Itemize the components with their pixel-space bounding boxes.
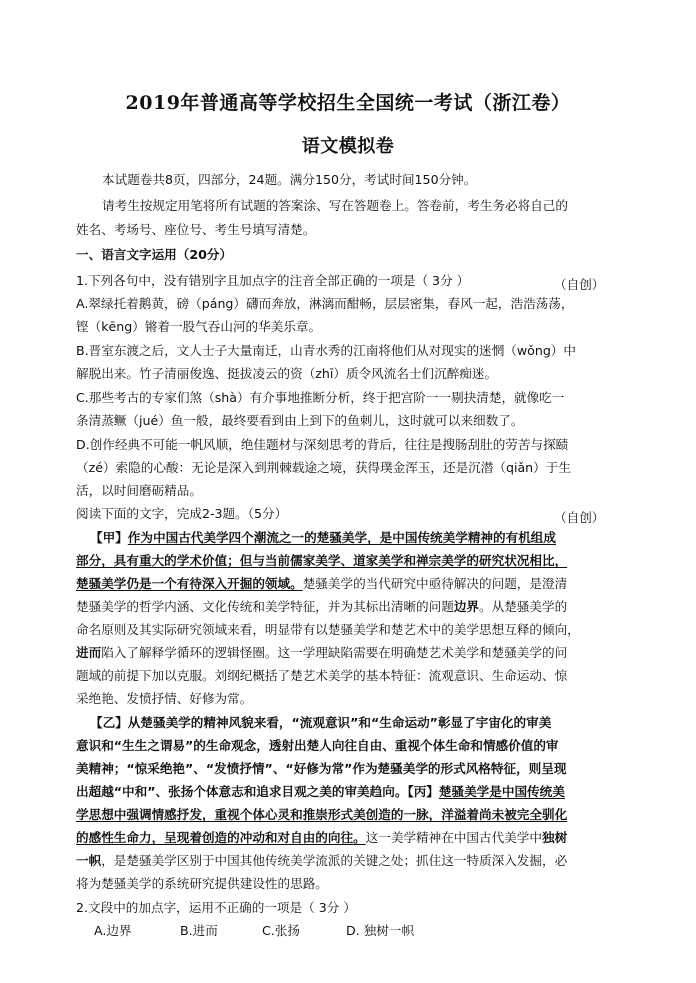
option-a-line-1: A.翠绿托着鹅黄，磅（páng）礴而奔放，淋漓而酣畅，层层密集，春风一起，浩浩荡荡，	[76, 296, 574, 311]
jia-tag: 【甲】	[90, 530, 128, 545]
passage-bing-line-2: 学思想中强调情感抒发，重视个体心灵和推崇形式美创造的一脉，洋溢着尚未被完全驯化	[76, 807, 568, 822]
passage-yi-line-2: 意识和“生生之谓易”的生命观念，透射出楚人向往自由、重视个体生命和情感价值的审	[76, 738, 559, 753]
exam-subtitle: 语文模拟卷	[301, 136, 395, 157]
dotted-word-dushu: 独树	[541, 830, 568, 845]
instruction-1: 本试题卷共8页，四部分，24题。满分150分，考试时间150分钟。	[102, 172, 477, 187]
question-1-source: （自创）	[554, 277, 605, 292]
option-a-line-2: 铿（kēng）锵着一股气吞山河的华美乐章。	[76, 319, 322, 334]
section-heading: 一、语言文字运用（20分）	[76, 247, 233, 262]
passage-yi-line-3: 美精神；“惊采绝艳”、“发愤抒情”、“好修为常”作为楚骚美学的形式风格特征，则呈现	[76, 761, 567, 776]
question-1-stem: 1.下列各句中，没有错别字且加点字的注音全部正确的一项是（ 3分 ）	[76, 273, 470, 288]
passage-yi-line-4: 出超越“中和”、张扬个体意志和追求目观之美的审美趋向。【丙】楚骚美学是中国传统美	[76, 784, 565, 799]
passage-bing-line-5: 将为楚骚美学的系统研究提供建设性的思路。	[76, 876, 328, 891]
passage-jia-line-5: 命名原则及其实际研究领域来看，明显带有以楚骚美学和楚艺术中的美学思想互释的倾向，	[76, 622, 580, 637]
bing-tag: 【丙】	[407, 784, 439, 799]
option-b-line-2: 解脱出来。竹子清丽俊逸、挺拔凌云的资（zhī）质令风流名士们沉醉痴迷。	[76, 366, 498, 381]
q2-option-a: A.边界	[94, 923, 132, 938]
q2-option-d: D. 独树一帜	[346, 923, 415, 938]
option-c-line-2: 条清蒸鳜（jué）鱼一般，最终要看到由上到下的鱼刺儿，这时就可以来细数了。	[76, 413, 524, 428]
yi-tag: 【乙】	[90, 715, 128, 730]
passage-jia-line-1: 【甲】作为中国古代美学四个潮流之一的楚骚美学，是中国传统美学精神的有机组成	[90, 530, 556, 545]
passage-jia-line-7: 题域的前提下加以克服。刘纲纪概括了楚艺术美学的基本特征：流观意识、生命运动、惊	[76, 668, 568, 683]
passage-jia-line-8: 采绝艳、发愤抒情、好修为常。	[76, 691, 253, 706]
option-d-line-3: 活，以时间磨砺精品。	[76, 483, 202, 498]
passage-jia-line-3: 楚骚美学仍是一个有待深入开掘的领域。楚骚美学的当代研究中亟待解决的问题，是澄清	[76, 576, 568, 591]
passage-jia-line-4: 楚骚美学的哲学内涵、文化传统和美学特征，并为其标出清晰的问题边界。从楚骚美学的	[76, 599, 568, 614]
instruction-2: 请考生按规定用笔将所有试题的答案涂、写在答题卷上。答卷前，考生务必将自己的	[102, 198, 568, 213]
question-2-stem: 2.文段中的加点字，运用不正确的一项是（ 3分 ）	[76, 900, 356, 915]
passage-jia-line-6: 进而陷入了解释学循环的逻辑怪圈。这一学理缺陷需要在明确楚艺术美学和楚骚美学的问	[76, 645, 568, 660]
option-d-line-1: D.创作经典不可能一帆风顺，绝佳题材与深刻思考的背后，往往是搜肠刮肚的劳苦与探赜	[76, 437, 569, 452]
reading-source: （自创）	[554, 510, 605, 525]
q2-option-c: C.张扬	[262, 923, 300, 938]
q2-option-b: B.进而	[180, 923, 218, 938]
exam-title: 2019年普通高等学校招生全国统一考试（浙江卷）	[125, 92, 571, 114]
option-c-line-1: C.那些考古的专家们煞（shà）有介事地推断分析，终于把宫阶一一剔抉清楚，就像吃一	[76, 390, 565, 405]
passage-jia-line-2: 部分，具有重大的学术价值；但与当前儒家美学、道家美学和禅宗美学的研究状况相比，	[76, 553, 568, 568]
dotted-word-zhangyang: 张扬	[168, 784, 194, 799]
option-b-line-1: B.晋室东渡之后，文人士子大量南迁，山青水秀的江南将他们从对现实的迷惘（wǒng）中	[76, 343, 576, 358]
option-d-line-2: （zé）索隐的心酸：无论是深入到荆棘载途之境，获得璞金浑玉，还是沉潜（qiǎn）于生	[76, 460, 571, 475]
passage-bing-line-3: 的感性生命力，呈现着创造的冲动和对自由的向往。这一美学精神在中国古代美学中独树	[76, 830, 568, 845]
passage-bing-line-4: 一帜，是楚骚美学区别于中国其他传统美学流派的关键之处；抓住这一特质深入发掘，必	[76, 853, 568, 868]
passage-yi-line-1: 【乙】从楚骚美学的精神风貌来看，“流观意识”和“生命运动”彰显了宇宙化的审美	[90, 715, 552, 730]
instruction-3: 姓名、考场号、座位号、考生号填写清楚。	[76, 222, 316, 237]
dotted-word-bianjie: 边界	[453, 599, 479, 614]
dotted-word-jiner: 进而	[76, 645, 102, 660]
reading-prompt: 阅读下面的文字，完成2-3题。（5分）	[76, 506, 288, 521]
